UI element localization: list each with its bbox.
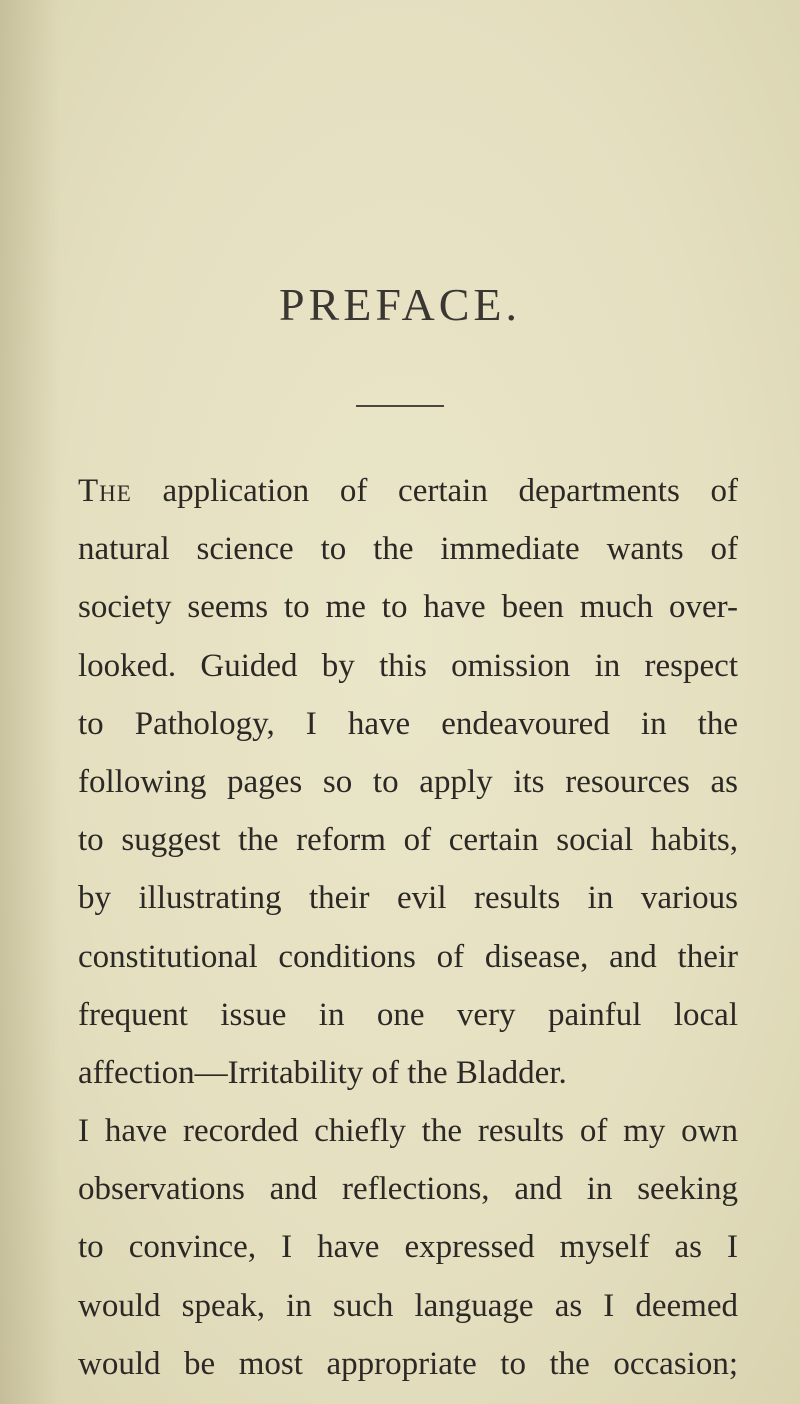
- text-line: would speak, in such language as I deemed: [78, 1287, 738, 1324]
- text-line: natural science to the immediate wants of: [78, 531, 738, 568]
- text-line: society seems to me to have been much over-: [78, 589, 738, 626]
- text-line: constitutional conditions of disease, and their: [78, 938, 738, 975]
- paragraph-lead: The: [78, 473, 132, 509]
- text-line: affection—Irritability of the Bladder.: [78, 1054, 567, 1091]
- preface-text: [78, 462, 738, 1393]
- page-title: PREFACE.: [278, 279, 522, 330]
- text-line: I have recorded chiefly the results of my own: [78, 1113, 738, 1150]
- text-line: to convince, I have expressed myself as I: [78, 1229, 738, 1266]
- text-line: looked. Guided by this omission in respect: [78, 647, 738, 684]
- text-line: by illustrating their evil results in various: [78, 880, 738, 917]
- title-divider: [356, 405, 444, 407]
- text-line: following pages so to apply its resources as: [78, 763, 738, 800]
- text-line: to suggest the reform of certain social habits,: [78, 822, 738, 859]
- text-line: would be most appropriate to the occasion;: [78, 1345, 738, 1382]
- text-line: observations and reflections, and in seeking: [78, 1171, 738, 1208]
- text-line: frequent issue in one very painful local: [78, 996, 738, 1033]
- text-line: The application of certain departments of: [78, 473, 738, 509]
- page-gutter-shadow: [0, 0, 60, 1404]
- text-line: to Pathology, I have endeavoured in the: [78, 705, 738, 742]
